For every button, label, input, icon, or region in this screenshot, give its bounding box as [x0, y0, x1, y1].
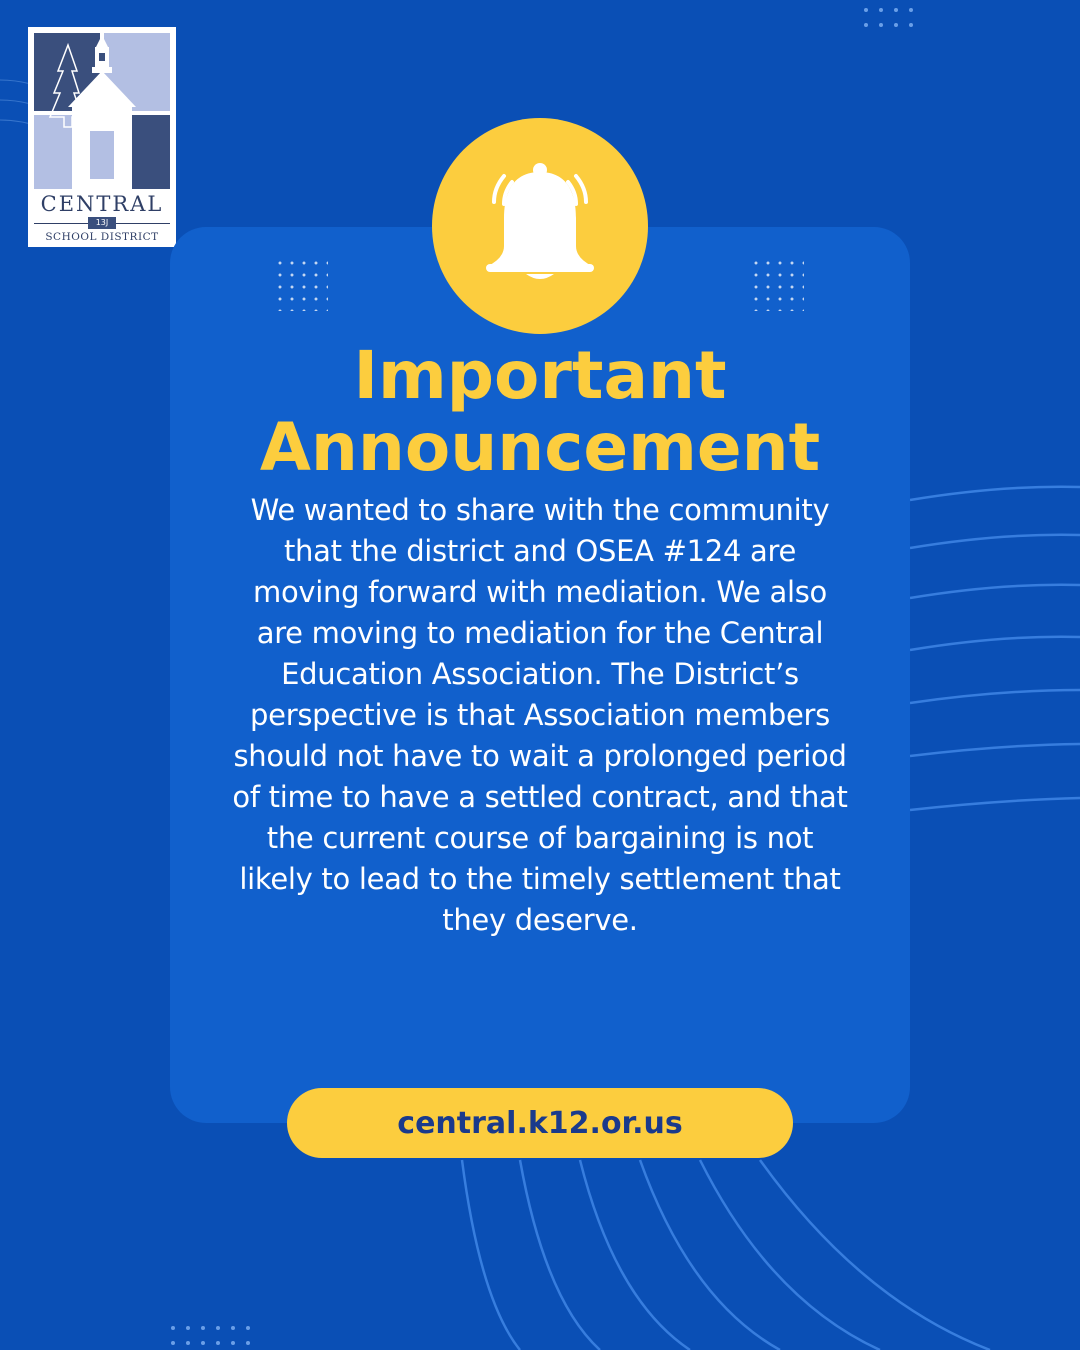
- dot-grid-left: [274, 257, 328, 311]
- dot-grid-right: [750, 257, 804, 311]
- logo-central-text: CENTRAL: [40, 192, 164, 216]
- website-link-button[interactable]: central.k12.or.us: [287, 1088, 793, 1158]
- district-logo: [28, 27, 176, 247]
- bell-badge: [432, 118, 648, 334]
- logo-district-text: SCHOOL DISTRICT: [45, 231, 159, 243]
- title-line-2: Announcement: [259, 409, 821, 486]
- announcement-body: We wanted to share with the community that the district and OSEA #124 are moving forward with mediation. We also are moving to mediation for the Central Education Association. The District’s perspective is that Association members should not have to wait a prolonged period of time to have a settled contract, and that the current course of bargaining is not likely to lead to the timely settlement that they deserve.: [232, 493, 848, 937]
- bell-icon: [432, 118, 648, 334]
- logo-badge: 13J: [88, 217, 116, 229]
- title-line-1: Important: [353, 337, 727, 414]
- schoolhouse-logo-icon: [32, 31, 172, 191]
